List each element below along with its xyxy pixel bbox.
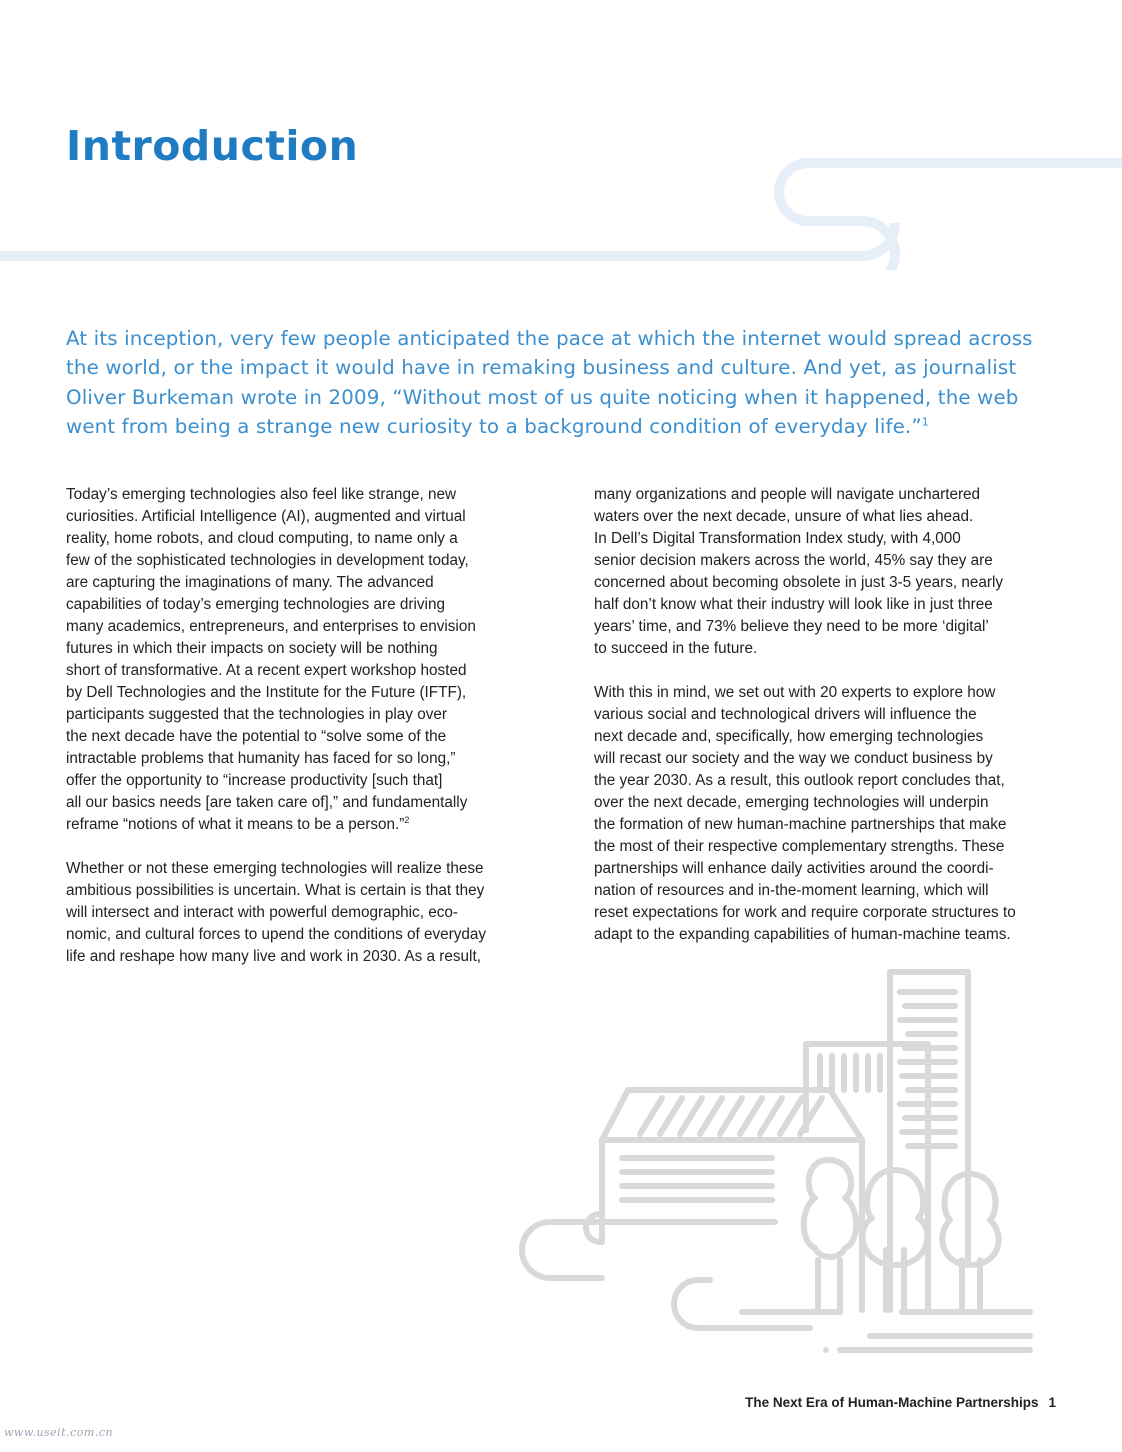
footnote-ref-2: 2 xyxy=(404,814,410,825)
body-paragraph: Whether or not these emerging technologies will realize these ambitious possibilities is uncertain. What is certain is that they will intersect and interact with powerful demographic, eco- nomic, and cultural forces to upend the conditions of everyday life and reshape how many live and work in 2030. As a result, xyxy=(66,860,487,965)
lead-paragraph xyxy=(66,324,1051,441)
body-paragraph: With this in mind, we set out with 20 experts to explore how various social and technological drivers will influence the next decade and, specifically, how emerging technologies will recast our society and the way we conduct business by the year 2030. As a result, this outlook report concludes that, over the next decade, emerging technologies will underpin the formation of new human-machine partnerships that make the most of their respective complementary strengths. These partnerships will enhance daily activities around the coordi- nation of resources and in-the-moment learning, which will reset expectations for work and require corporate structures to adapt to the expanding capabilities of human-machine teams. xyxy=(594,684,1016,943)
decorative-curve-line xyxy=(0,150,1122,270)
body-paragraph: many organizations and people will navigate unchartered waters over the next decade, unsure of what lies ahead. In Dell’s Digital Transformation Index study, with 4,000 senior decision makers across the world, 45% say they are concerned about becoming obsolete in just 3-5 years, nearly half don’t know what their industry will look like in just three years’ time, and 73% believe they need to be more ‘digital’ to succeed in the future. xyxy=(594,486,1004,657)
city-buildings-illustration xyxy=(510,960,1050,1370)
footnote-ref-1: 1 xyxy=(921,415,929,429)
page-title: Introduction xyxy=(66,122,359,170)
lead-text: At its inception, very few people anticipated the pace at which the internet would spread across the world, or the impact it would have in remaking business and culture. And yet, as journalist Oliver Burkeman wrote in 2009, “Without most of us quite noticing when it happened, the web went from being a strange new curiosity to a background condition of everyday life.” xyxy=(66,327,1033,438)
footer-doc-title: The Next Era of Human-Machine Partnerships xyxy=(745,1395,1039,1410)
page-number: 1 xyxy=(1048,1395,1056,1410)
watermark: www.useit.com.cn xyxy=(4,1426,114,1439)
right-column xyxy=(594,484,1064,968)
page-footer xyxy=(745,1395,1056,1410)
left-column xyxy=(66,484,536,990)
body-paragraph xyxy=(66,484,536,836)
paragraph-text: Today’s emerging technologies also feel like strange, new curiosities. Artificial Intelligence (AI), augmented and virtual reality, home robots, and cloud computing, to name only a few of the sophisticated technologies in development today, are capturing the imaginations of many. The advanced capabilities of today’s emerging technologies are driving many academics, entrepreneurs, and enterprises to envision futures in which their impacts on society will be nothing short of transformative. At a recent expert workshop hosted by Dell Technologies and the Institute for the Future (IFTF), participants suggested that the technologies in play over the next decade have the potential to “solve some of the intractable problems that humanity has faced for so long,” offer the opportunity to “increase productivity [such that] all our basics needs [are taken care of],” and fundamentally reframe “notions of what it means to be a person.” xyxy=(66,486,476,833)
